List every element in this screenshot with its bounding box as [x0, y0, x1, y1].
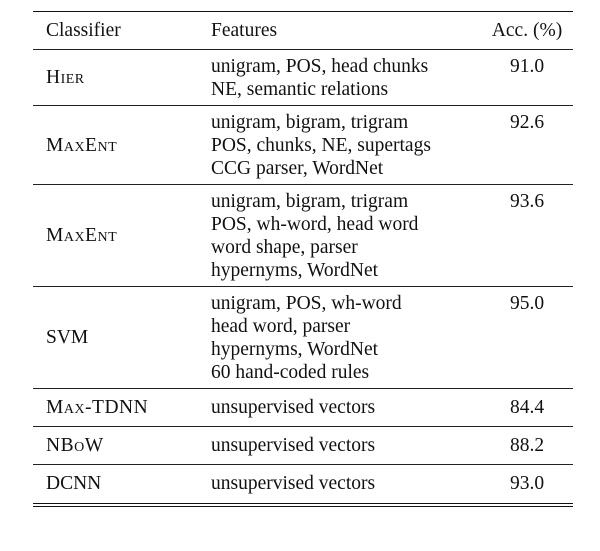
feature-line: unigram, POS, head chunks	[211, 56, 429, 77]
feature-line: hypernyms, WordNet	[211, 339, 379, 360]
results-table-container	[33, 11, 573, 502]
feature-line: unsupervised vectors	[211, 473, 376, 494]
header-classifier: Classifier	[33, 12, 211, 50]
table-body	[33, 50, 573, 503]
table-header-row	[33, 12, 573, 50]
feature-line: head word, parser	[211, 316, 351, 337]
cell-classifier: NBoW	[33, 427, 211, 465]
table-row	[33, 106, 573, 185]
table-row	[33, 389, 573, 427]
cell-accuracy: 93.0	[481, 465, 573, 503]
cell-features	[211, 287, 481, 389]
bottom-rule-double	[33, 506, 573, 507]
header-accuracy: Acc. (%)	[481, 12, 573, 50]
feature-line: word shape, parser	[211, 237, 358, 258]
cell-features	[211, 50, 481, 106]
classifier-accuracy-table	[33, 11, 573, 502]
table-row	[33, 50, 573, 106]
cell-accuracy: 84.4	[481, 389, 573, 427]
feature-line: CCG parser, WordNet	[211, 158, 384, 179]
cell-classifier: DCNN	[33, 465, 211, 503]
cell-classifier: SVM	[33, 287, 211, 389]
feature-line: unigram, POS, wh-word	[211, 293, 402, 314]
cell-features	[211, 106, 481, 185]
feature-line: 60 hand-coded rules	[211, 362, 370, 383]
cell-classifier: Hier	[33, 50, 211, 106]
feature-line: unsupervised vectors	[211, 435, 376, 456]
cell-accuracy: 95.0	[481, 287, 573, 389]
cell-features	[211, 465, 481, 503]
feature-line: POS, wh-word, head word	[211, 214, 419, 235]
cell-accuracy: 91.0	[481, 50, 573, 106]
bottom-rule	[33, 503, 573, 504]
feature-line: hypernyms, WordNet	[211, 260, 379, 281]
cell-accuracy: 92.6	[481, 106, 573, 185]
table-row	[33, 465, 573, 503]
cell-features	[211, 427, 481, 465]
cell-accuracy: 88.2	[481, 427, 573, 465]
cell-features	[211, 185, 481, 287]
cell-features	[211, 389, 481, 427]
cell-classifier: MaxEnt	[33, 185, 211, 287]
table-row	[33, 185, 573, 287]
cell-classifier: MaxEnt	[33, 106, 211, 185]
cell-classifier: Max-TDNN	[33, 389, 211, 427]
table-row	[33, 427, 573, 465]
table-row	[33, 287, 573, 389]
feature-line: unsupervised vectors	[211, 397, 376, 418]
feature-line: unigram, bigram, trigram	[211, 112, 409, 133]
feature-line: POS, chunks, NE, supertags	[211, 135, 431, 156]
header-features: Features	[211, 12, 481, 50]
feature-line: unigram, bigram, trigram	[211, 191, 409, 212]
cell-accuracy: 93.6	[481, 185, 573, 287]
feature-line: NE, semantic relations	[211, 79, 389, 100]
